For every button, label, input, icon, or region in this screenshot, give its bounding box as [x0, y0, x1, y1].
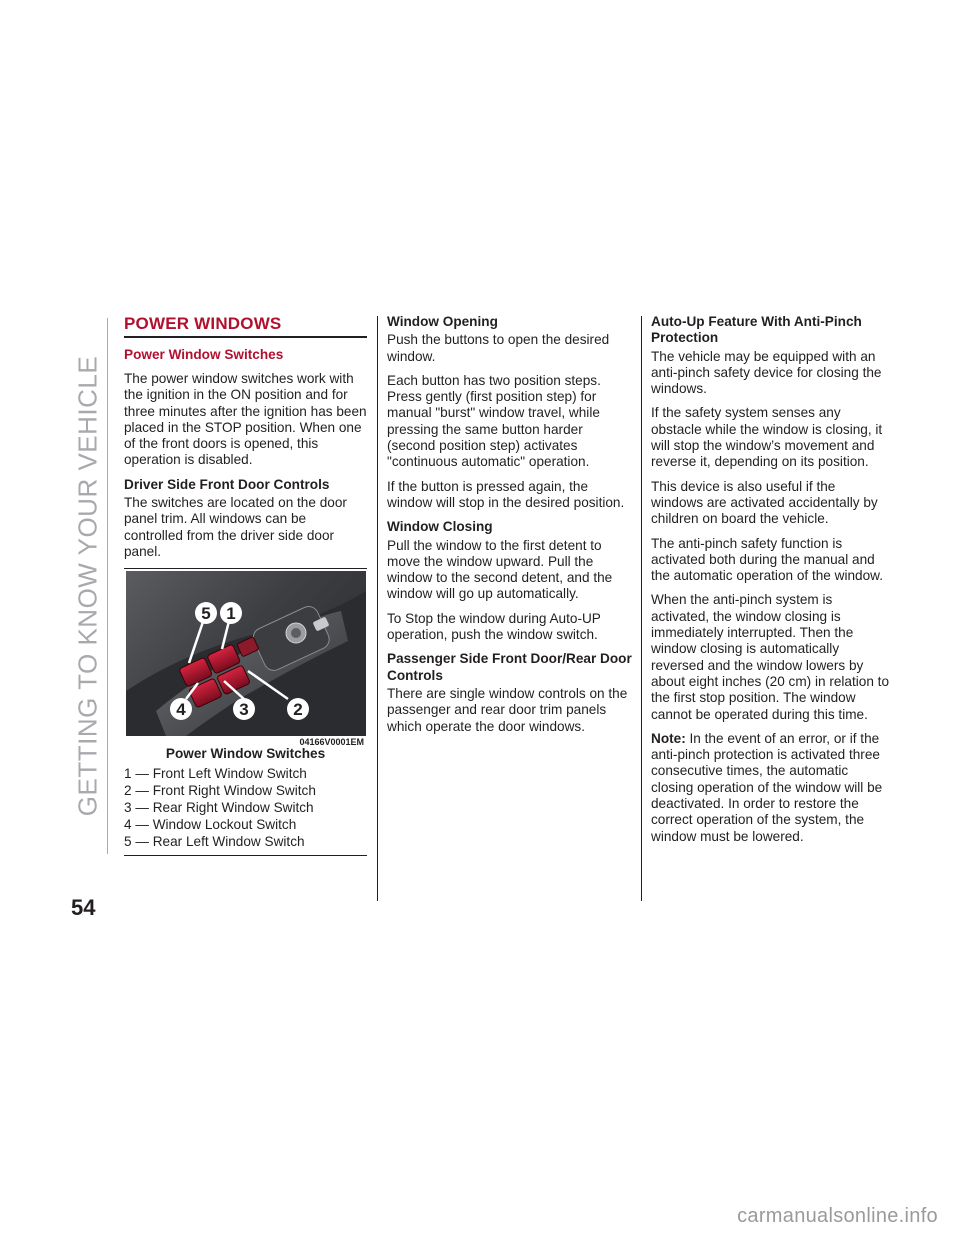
column-1 — [124, 314, 367, 856]
paragraph: Pull the window to the first detent to move the window upward. Pull the window to the second detent, and the window will go up automatically. — [387, 537, 613, 602]
column-3 — [651, 314, 891, 853]
paragraph: This device is also useful if the windows are activated accidentally by children on board the vehicle. — [651, 478, 878, 527]
legend-item: 3 — Rear Right Window Switch — [124, 800, 314, 816]
callout-2: 2 — [293, 700, 303, 720]
section-title-rule — [124, 336, 367, 338]
chapter-side-tab — [70, 318, 106, 853]
legend-item: 1 — Front Left Window Switch — [124, 766, 307, 782]
paragraph: The power window switches work with the ignition in the ON position and for three minutes after the ignition has been placed in the STOP position. When one of the front doors is opened, this operation is disabled. — [124, 371, 367, 468]
paragraph: The switches are located on the door panel trim. All windows can be controlled from the driver side door panel. — [124, 495, 347, 559]
paragraph: Push the buttons to open the desired window. — [387, 332, 610, 364]
callout-5: 5 — [201, 604, 211, 624]
watermark: carmanualsonline.info — [737, 1205, 938, 1227]
legend-item: 5 — Rear Left Window Switch — [124, 834, 305, 850]
callout-3: 3 — [239, 700, 249, 720]
side-tab-rule — [107, 318, 108, 854]
heading-window-opening: Window Opening — [387, 314, 498, 329]
heading-driver-controls: Driver Side Front Door Controls — [124, 476, 330, 492]
paragraph: There are single window controls on the passenger and rear door trim panels which operate the door windows. — [387, 685, 628, 734]
paragraph: To Stop the window during Auto-UP operation, push the window switch. — [387, 610, 601, 643]
heading-passenger-controls: Passenger Side Front Door/Rear Door Controls — [387, 651, 632, 683]
note — [651, 731, 891, 845]
heading-window-closing: Window Closing — [387, 519, 493, 535]
paragraph: Each button has two position steps. Press gently (first position step) for manual "burst" window travel, while pressing the same button harder (second position step) activates "continuous automatic" operation. — [387, 372, 601, 470]
paragraph: The vehicle may be equipped with an anti-pinch safety device for closing the windows. — [651, 348, 882, 397]
door-panel-photo — [126, 571, 366, 736]
figure-top-rule — [124, 568, 367, 569]
paragraph: If the button is pressed again, the window will stop in the desired position. — [387, 478, 625, 510]
subsection-title: Power Window Switches — [124, 347, 284, 362]
column-divider — [377, 316, 378, 901]
legend-item: 4 — Window Lockout Switch — [124, 817, 297, 833]
figure-id: 04166V0001EM — [299, 737, 364, 748]
legend-item: 2 — Front Right Window Switch — [124, 783, 316, 799]
note-label: Note: — [651, 730, 686, 746]
paragraph: If the safety system senses any obstacle while the window is closing, it will stop the window’s movement and reverse it, depending on its position. — [651, 405, 883, 470]
page-number: 54 — [71, 895, 96, 920]
figure-bottom-rule — [124, 855, 367, 856]
column-divider — [641, 316, 642, 901]
callout-4: 4 — [176, 700, 186, 720]
switch-panel-illustration — [126, 571, 366, 736]
chapter-title: GETTING TO KNOW YOUR VEHICLE — [72, 355, 103, 816]
figure-caption: Power Window Switches — [165, 746, 326, 762]
paragraph: When the anti-pinch system is activated, the window closing is immediately interrupted. Then the window closing is automatically reversed and the window lowers by about eight inches (20 cm) in relation to the first stop position. The window cannot be operated during this time. — [651, 592, 890, 722]
section-title: POWER WINDOWS — [124, 314, 282, 333]
heading-auto-up: Auto-Up Feature With Anti-Pinch Protection — [651, 314, 862, 346]
paragraph: The anti-pinch safety function is activated both during the manual and the automatic operation of the window. — [651, 535, 883, 584]
figure-power-window-switches — [124, 568, 367, 856]
column-2 — [387, 314, 632, 743]
note-text: In the event of an error, or if the anti-pinch protection is activated three consecutive times, the automatic closing operation of the window will be deactivated. In order to restore the correct operation of the system, the window must be lowered. — [651, 730, 883, 844]
callout-1: 1 — [226, 604, 236, 624]
